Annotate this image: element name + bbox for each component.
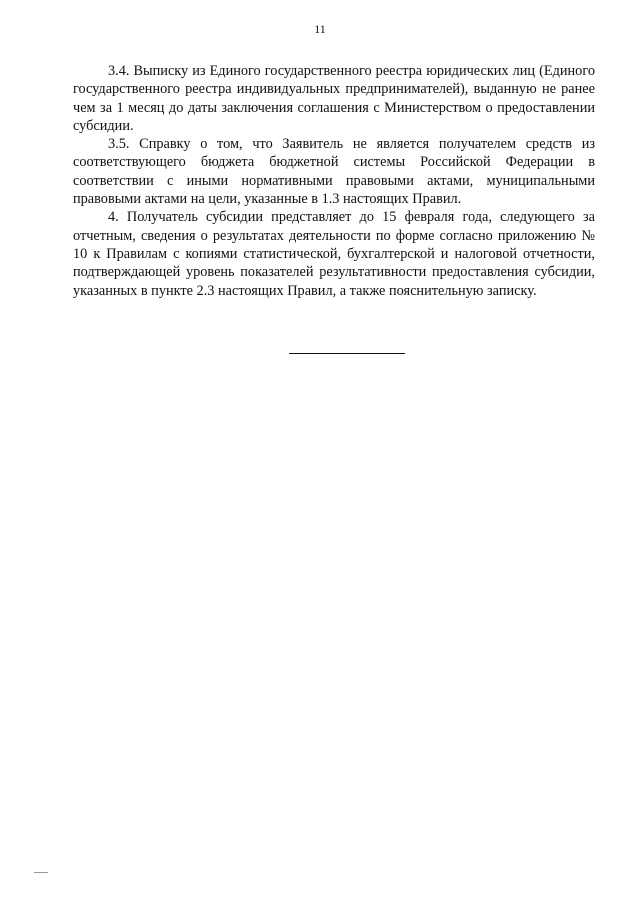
footer-mark (34, 872, 48, 873)
paragraph-3-4: 3.4. Выписку из Единого государственного реестра юридических лиц (Единого государственного реестра индивидуальных предпринимателей), выданную не ранее чем за 1 месяц до даты заключения соглашения с Министерством о предоставлении субсидии. (73, 63, 595, 134)
paragraph-4: 4. Получатель субсидии представляет до 15 февраля года, следующего за отчетным, сведения о результатах деятельности по форме согласно приложению № 10 к Правилам с копиями статистической, бухгалтерской и налоговой отчетности, подтверждающей уровень показателей результативности предоставления субсидии, указанных в пункте 2.3 настоящих Правил, а также пояснительную записку. (73, 209, 595, 299)
paragraph-3-5: 3.5. Справку о том, что Заявитель не является получателем средств из соответствующего бюджета бюджетной системы Российской Федерации в соответствии с иными нормативными правовыми актами, муниципальными правовыми актами на цели, указанные в 1.3 настоящих Правил. (73, 136, 595, 208)
document-body (73, 62, 595, 300)
page-number: 11 (314, 22, 326, 36)
end-separator-line (289, 353, 405, 354)
